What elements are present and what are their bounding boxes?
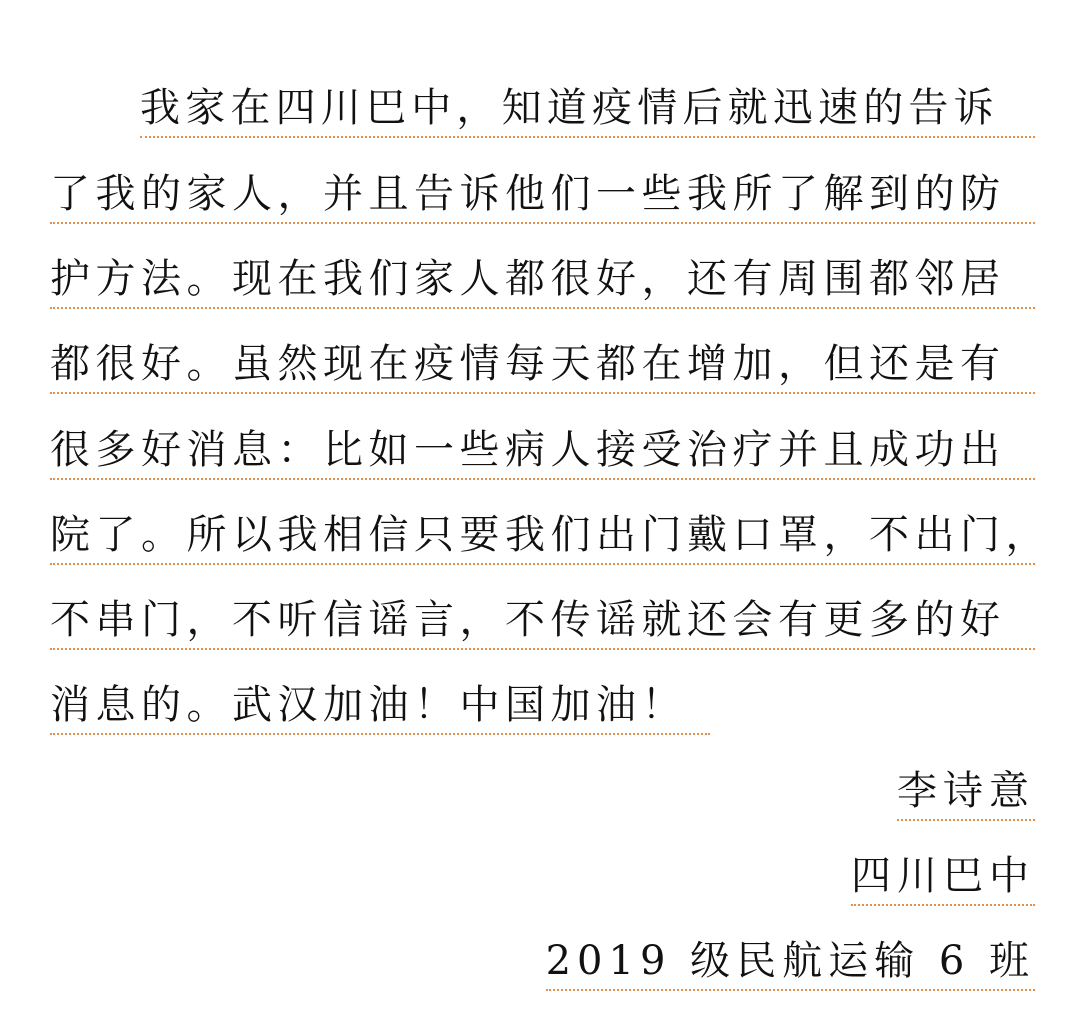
signature-place: 四川巴中	[851, 850, 1035, 906]
signature-class: 2019 级民航运输 6 班	[546, 935, 1035, 991]
essay-line-4: 都很好。虽然现在疫情每天都在增加，但还是有	[50, 338, 1035, 394]
signature-name: 李诗意	[897, 765, 1035, 821]
essay-line-7: 不串门，不听信谣言，不传谣就还会有更多的好	[50, 594, 1035, 650]
essay-line-2: 了我的家人，并且告诉他们一些我所了解到的防	[50, 168, 1035, 224]
essay-line-8: 消息的。武汉加油！中国加油！	[50, 679, 710, 735]
essay-line-6: 院了。所以我相信只要我们出门戴口罩，不出门，	[50, 509, 1035, 565]
essay-line-5: 很多好消息：比如一些病人接受治疗并且成功出	[50, 424, 1035, 480]
essay-line-1: 我家在四川巴中，知道疫情后就迅速的告诉	[140, 82, 1035, 138]
essay-line-3: 护方法。现在我们家人都很好，还有周围都邻居	[50, 253, 1035, 309]
